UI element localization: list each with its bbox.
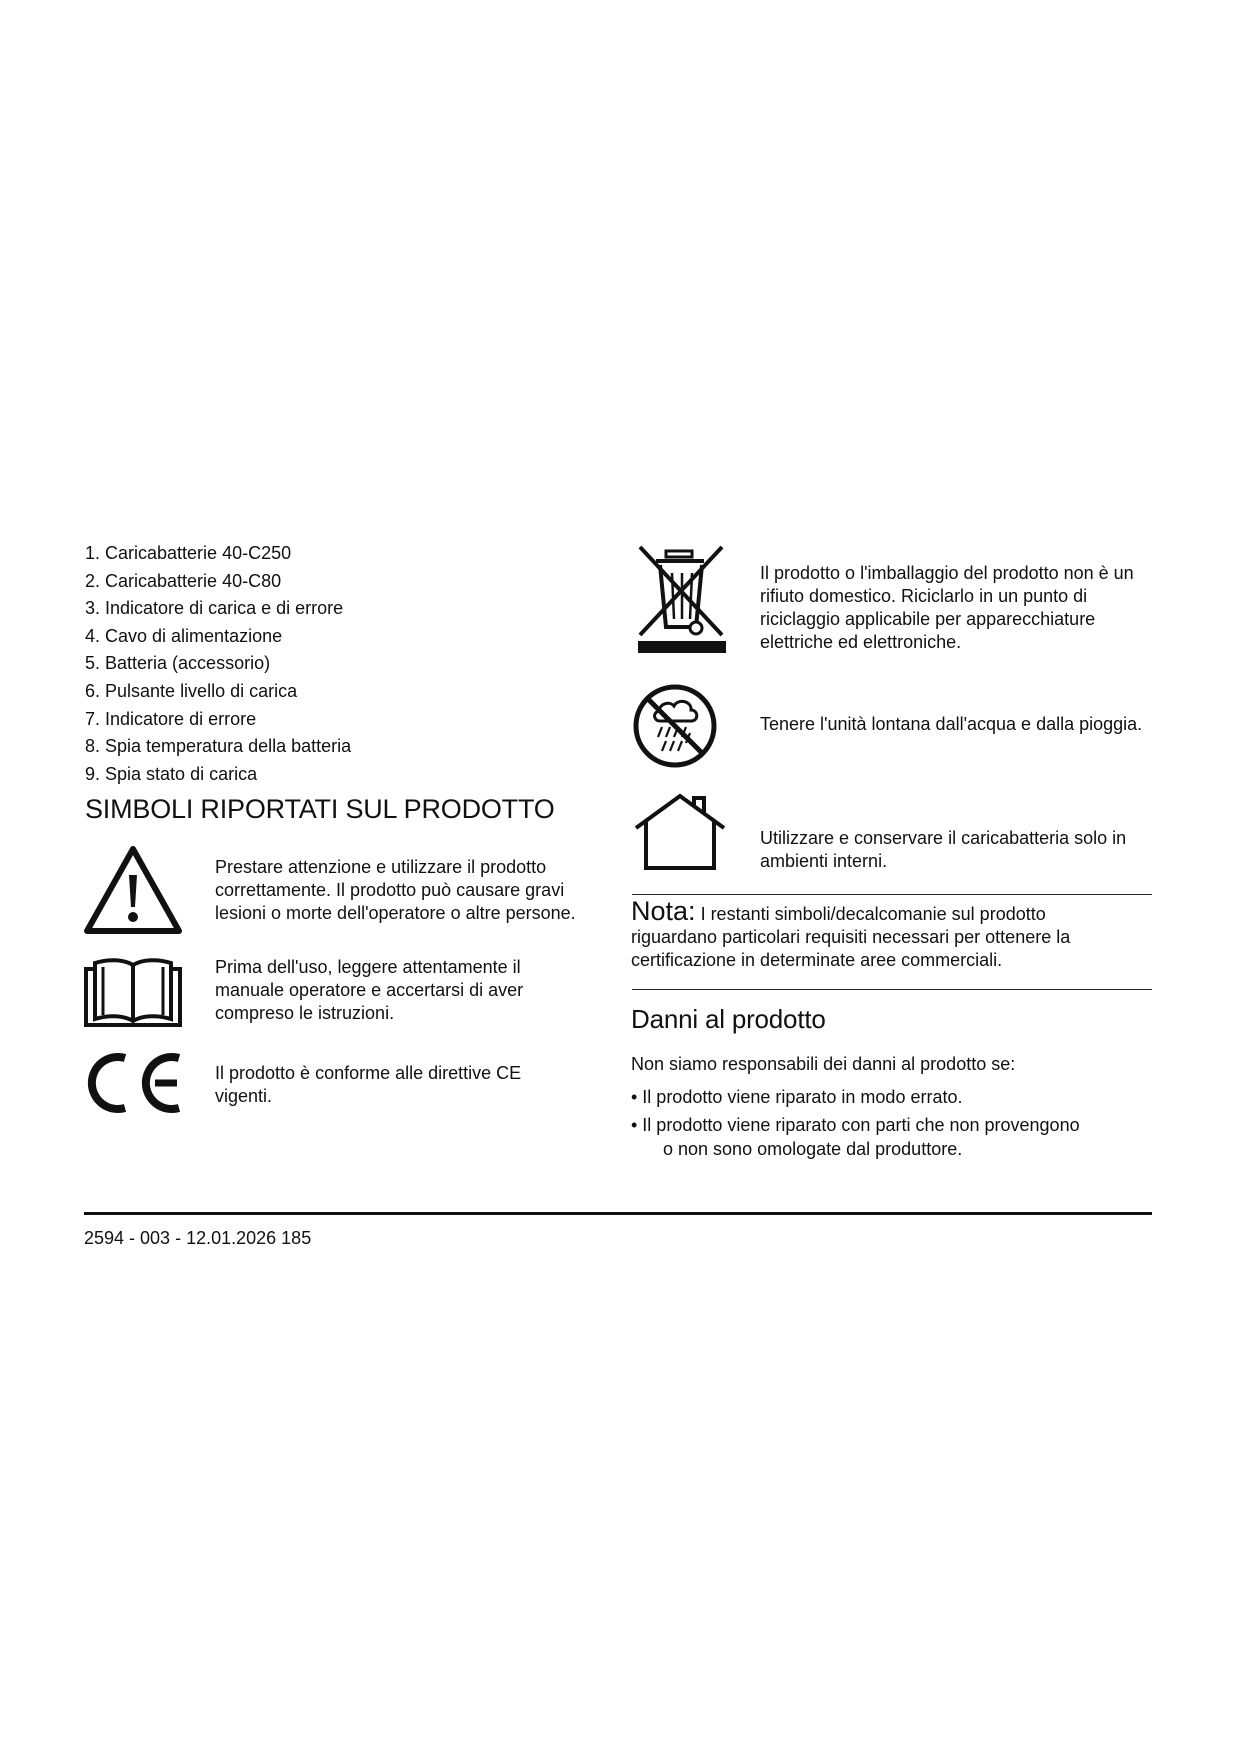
footer (84, 1228, 311, 1249)
note-label: Nota: (631, 896, 696, 926)
parts-list (85, 540, 351, 788)
note-top-rule (632, 894, 1152, 895)
ce-mark-icon (83, 1050, 183, 1116)
footer-rule (84, 1212, 1152, 1215)
rain-symbol-text: Tenere l'unità lontana dall'acqua e dalla pioggia. (760, 714, 1143, 734)
damage-heading: Danni al prodotto (631, 1004, 826, 1034)
warning-triangle-icon (83, 845, 183, 937)
damage-intro: Non siamo responsabili dei danni al prodotto se: (631, 1054, 1016, 1074)
page-number: 185 (281, 1228, 312, 1248)
note-text: I restanti simboli/decalcomanie sul prodotto riguardano particolari requisiti necessari per ottenere la certificazione in determinate aree commerciali. (631, 904, 1071, 970)
crossed-bin-icon (636, 545, 728, 655)
note-bottom-rule (632, 989, 1152, 990)
list-item: 9. Spia stato di carica (85, 763, 258, 784)
list-item: 4. Cavo di alimentazione (85, 625, 283, 646)
list-item: 5. Batteria (accessorio) (85, 653, 271, 674)
symbols-heading: SIMBOLI RIPORTATI SUL PRODOTTO (85, 794, 555, 824)
footer-doc-code: 2594 - 003 - 12.01.2026 (84, 1228, 277, 1248)
no-rain-icon (632, 683, 718, 769)
manual-symbol-text: Prima dell'uso, leggere attentamente il manuale operatore e accertarsi di aver compreso le istruzioni. (215, 957, 524, 1023)
list-item: 3. Indicatore di carica e di errore (85, 598, 344, 619)
damage-bullet-1: • Il prodotto viene riparato in modo errato. (631, 1087, 963, 1107)
list-item: 6. Pulsante livello di carica (85, 680, 298, 701)
list-item: 2. Caricabatterie 40-C80 (85, 570, 282, 591)
damage-bullet-2-line-2: o non sono omologate dal produttore. (663, 1139, 963, 1159)
read-manual-icon (83, 955, 183, 1027)
list-item: 7. Indicatore di errore (85, 708, 257, 729)
list-item (631, 1085, 1080, 1109)
warning-symbol-text: Prestare attenzione e utilizzare il prodotto correttamente. Il prodotto può causare gravi lesioni o morte dell'operatore o altre persone. (215, 857, 576, 923)
list-item: 1. Caricabatterie 40-C250 (85, 543, 292, 563)
ce-symbol-text: Il prodotto è conforme alle direttive CE vigenti. (215, 1063, 522, 1106)
list-item: 8. Spia temperatura della batteria (85, 736, 352, 757)
list-item (631, 1113, 1080, 1161)
weee-symbol-text: Il prodotto o l'imballaggio del prodotto non è un rifiuto domestico. Riciclarlo in un punto di riciclaggio applicabile per apparecchiature elettriche ed elettroniche. (760, 563, 1134, 652)
damage-list (631, 1085, 1080, 1161)
indoor-symbol-text: Utilizzare e conservare il caricabatteria solo in ambienti interni. (760, 828, 1127, 871)
indoor-house-icon (632, 792, 728, 872)
damage-bullet-2-line-1: • Il prodotto viene riparato con parti che non provengono (631, 1115, 1080, 1135)
note-block (631, 896, 1131, 972)
